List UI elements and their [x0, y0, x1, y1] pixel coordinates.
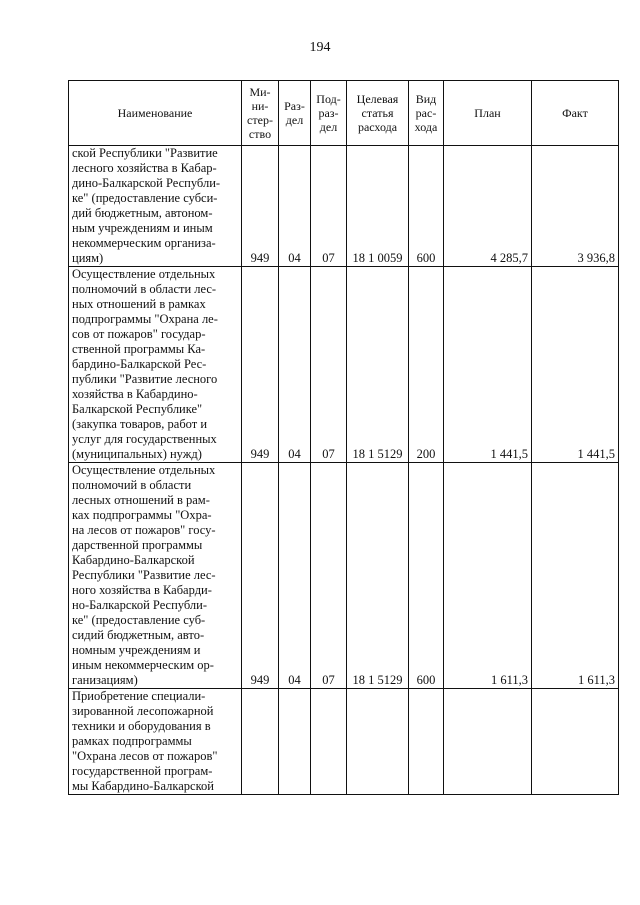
row-fact: 1 611,3 — [532, 463, 619, 689]
header-ministry: Ми- ни- стер- ство — [242, 81, 279, 146]
row-target: 18 1 0059 — [347, 146, 409, 267]
row-subsection: 07 — [311, 463, 347, 689]
row-plan: 4 285,7 — [444, 146, 532, 267]
row-plan — [444, 689, 532, 795]
row-type: 200 — [409, 267, 444, 463]
page-number: 194 — [309, 40, 331, 55]
row-ministry: 949 — [242, 463, 279, 689]
table-row — [69, 463, 619, 689]
row-ministry: 949 — [242, 267, 279, 463]
header-subsection: Под- раз- дел — [311, 81, 347, 146]
row-section — [279, 689, 311, 795]
header-section: Раз- дел — [279, 81, 311, 146]
row-name: Осуществление отдельных полномочий в области лес- ных отношений в рамках подпрограммы "Охрана ле- сов от пожаров" государ- ственной программы Ка- бардино-Балкарской Рес- публики "Развитие лесного хозяйства в Кабардино- Балкарской Республике" (закупка товаров, работ и услуг для государственных (муниципальных) нужд) — [69, 267, 242, 463]
row-subsection: 07 — [311, 267, 347, 463]
row-type — [409, 689, 444, 795]
row-name: Осуществление отдельных полномочий в области лесных отношений в рам- ках подпрограммы "Охра- на лесов от пожаров" госу- дарственной программы Кабардино-Балкарской Республики "Развитие лес- ного хозяйства в Кабарди- но-Балкарской Республи- ке" (предоставление суб- сидий бюджетным, авто- номным учреждениям и иным некоммерческим ор- ганизациям) — [69, 463, 242, 689]
row-fact — [532, 689, 619, 795]
row-target: 18 1 5129 — [347, 267, 409, 463]
header-name: Наименование — [69, 81, 242, 146]
header-plan: План — [444, 81, 532, 146]
header-type: Вид рас- хода — [409, 81, 444, 146]
row-plan: 1 441,5 — [444, 267, 532, 463]
table-row — [69, 689, 619, 795]
row-name: Приобретение специали- зированной лесопожарной техники и оборудования в рамках подпрограммы "Охрана лесов от пожаров" государственной програм- мы Кабардино-Балкарской — [69, 689, 242, 795]
row-section: 04 — [279, 463, 311, 689]
row-fact: 1 441,5 — [532, 267, 619, 463]
table-header-row — [69, 81, 619, 146]
row-target: 18 1 5129 — [347, 463, 409, 689]
row-section: 04 — [279, 267, 311, 463]
row-target — [347, 689, 409, 795]
row-type: 600 — [409, 463, 444, 689]
budget-table — [68, 80, 619, 795]
row-ministry: 949 — [242, 146, 279, 267]
row-name: ской Республики "Развитие лесного хозяйства в Кабар- дино-Балкарской Республи- ке" (предоставление субси- дий бюджетным, автоном- ным учреждениям и иным некоммерческим организа- циям) — [69, 146, 242, 267]
row-subsection — [311, 689, 347, 795]
row-plan: 1 611,3 — [444, 463, 532, 689]
row-fact: 3 936,8 — [532, 146, 619, 267]
table-row — [69, 146, 619, 267]
table-row — [69, 267, 619, 463]
row-subsection: 07 — [311, 146, 347, 267]
row-ministry — [242, 689, 279, 795]
row-section: 04 — [279, 146, 311, 267]
row-type: 600 — [409, 146, 444, 267]
header-fact: Факт — [532, 81, 619, 146]
header-target: Целевая статья расхода — [347, 81, 409, 146]
